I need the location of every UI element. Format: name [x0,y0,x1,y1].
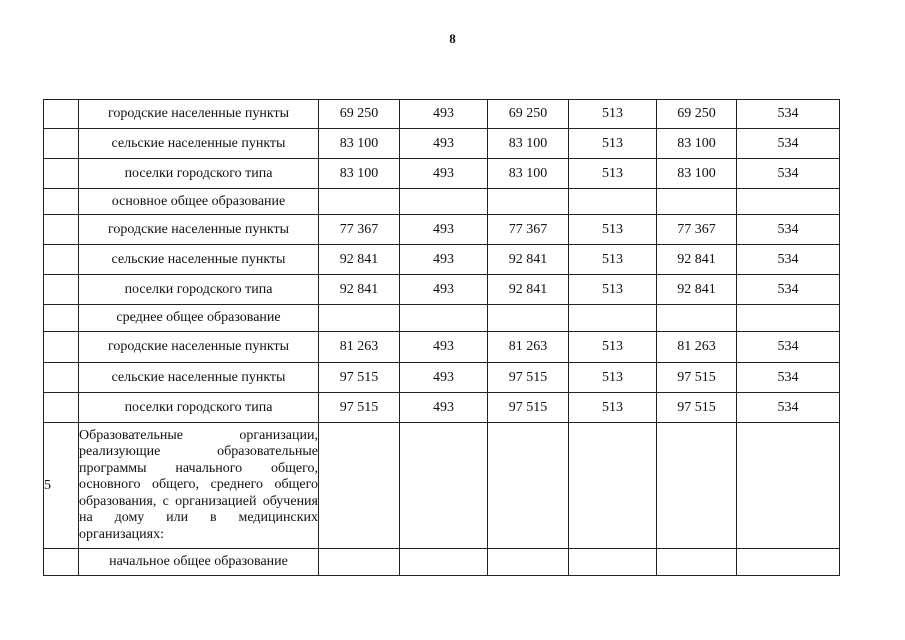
row-number-cell [44,393,79,423]
row-number-cell [44,332,79,363]
value-cell [657,305,737,332]
table-row [44,129,840,159]
value-cell [488,423,569,549]
row-label-cell: городские населенные пункты [79,100,319,129]
value-cell: 534 [737,245,840,275]
value-cell: 97 515 [488,393,569,423]
value-cell: 97 515 [319,393,400,423]
value-cell: 81 263 [488,332,569,363]
value-cell: 493 [400,332,488,363]
value-cell: 513 [569,100,657,129]
value-cell: 97 515 [319,363,400,393]
row-label-cell: сельские населенные пункты [79,129,319,159]
value-cell [737,549,840,576]
value-cell: 81 263 [657,332,737,363]
value-cell: 534 [737,363,840,393]
table-row [44,549,840,576]
value-cell [488,549,569,576]
value-cell: 513 [569,215,657,245]
value-cell [319,189,400,215]
row-label-cell: городские населенные пункты [79,215,319,245]
value-cell: 493 [400,129,488,159]
value-cell [737,189,840,215]
row-number-cell [44,129,79,159]
table-row [44,363,840,393]
value-cell: 513 [569,245,657,275]
value-cell: 92 841 [319,245,400,275]
table-row [44,159,840,189]
value-cell: 81 263 [319,332,400,363]
row-label-cell: поселки городского типа [79,393,319,423]
value-cell: 534 [737,275,840,305]
value-cell [400,549,488,576]
value-cell: 493 [400,275,488,305]
value-cell: 83 100 [488,159,569,189]
value-cell: 493 [400,363,488,393]
value-cell: 83 100 [319,159,400,189]
value-cell [400,189,488,215]
value-cell: 83 100 [319,129,400,159]
table-row [44,393,840,423]
value-cell: 513 [569,129,657,159]
row-number-cell [44,275,79,305]
value-cell [400,423,488,549]
value-cell: 97 515 [488,363,569,393]
row-label-cell: городские населенные пункты [79,332,319,363]
row-number-cell [44,549,79,576]
value-cell: 69 250 [657,100,737,129]
value-cell: 77 367 [488,215,569,245]
value-cell: 83 100 [488,129,569,159]
value-cell: 92 841 [488,275,569,305]
value-cell [400,305,488,332]
value-cell: 534 [737,129,840,159]
table-row [44,215,840,245]
value-cell: 513 [569,159,657,189]
value-cell [657,189,737,215]
value-cell [657,423,737,549]
value-cell: 77 367 [319,215,400,245]
value-cell: 83 100 [657,129,737,159]
value-cell: 513 [569,393,657,423]
value-cell: 97 515 [657,393,737,423]
value-cell: 83 100 [657,159,737,189]
row-number-cell [44,245,79,275]
page-number: 8 [449,31,456,46]
row-label-cell: среднее общее образование [79,305,319,332]
row-label-cell: поселки городского типа [79,275,319,305]
value-cell: 493 [400,393,488,423]
table-row [44,305,840,332]
table-row [44,100,840,129]
table-row [44,275,840,305]
table-row [44,423,840,549]
row-label-cell: поселки городского типа [79,159,319,189]
value-cell: 513 [569,363,657,393]
row-label-cell: основное общее образование [79,189,319,215]
value-cell: 534 [737,215,840,245]
value-cell: 534 [737,332,840,363]
value-cell: 513 [569,332,657,363]
table-row [44,245,840,275]
value-cell: 69 250 [319,100,400,129]
value-cell [488,305,569,332]
value-cell: 534 [737,100,840,129]
value-cell: 493 [400,159,488,189]
row-number-cell [44,159,79,189]
row-number-cell: 5 [44,423,79,549]
data-table [43,99,840,576]
value-cell: 513 [569,275,657,305]
organization-description-cell: Образовательные организации, реализующие образовательные программы начального общего, основного общего, среднего общего образования, с организацией обучения на дому или в медицинских организациях: [79,423,319,549]
row-label-cell: сельские населенные пункты [79,363,319,393]
value-cell [737,423,840,549]
value-cell: 534 [737,159,840,189]
value-cell [737,305,840,332]
row-number-cell [44,305,79,332]
row-label-cell: сельские населенные пункты [79,245,319,275]
value-cell: 534 [737,393,840,423]
value-cell: 77 367 [657,215,737,245]
row-number-cell [44,215,79,245]
row-number-cell [44,189,79,215]
value-cell: 92 841 [488,245,569,275]
value-cell [657,549,737,576]
value-cell: 69 250 [488,100,569,129]
value-cell: 493 [400,245,488,275]
value-cell: 92 841 [657,275,737,305]
table-row [44,189,840,215]
row-label-cell: начальное общее образование [79,549,319,576]
value-cell [319,305,400,332]
value-cell [319,423,400,549]
value-cell: 493 [400,215,488,245]
value-cell [488,189,569,215]
value-cell: 493 [400,100,488,129]
value-cell: 92 841 [319,275,400,305]
table-row [44,332,840,363]
value-cell [569,305,657,332]
row-number-cell [44,100,79,129]
value-cell [569,549,657,576]
value-cell [319,549,400,576]
value-cell: 97 515 [657,363,737,393]
value-cell [569,423,657,549]
row-number-cell [44,363,79,393]
value-cell: 92 841 [657,245,737,275]
value-cell [569,189,657,215]
